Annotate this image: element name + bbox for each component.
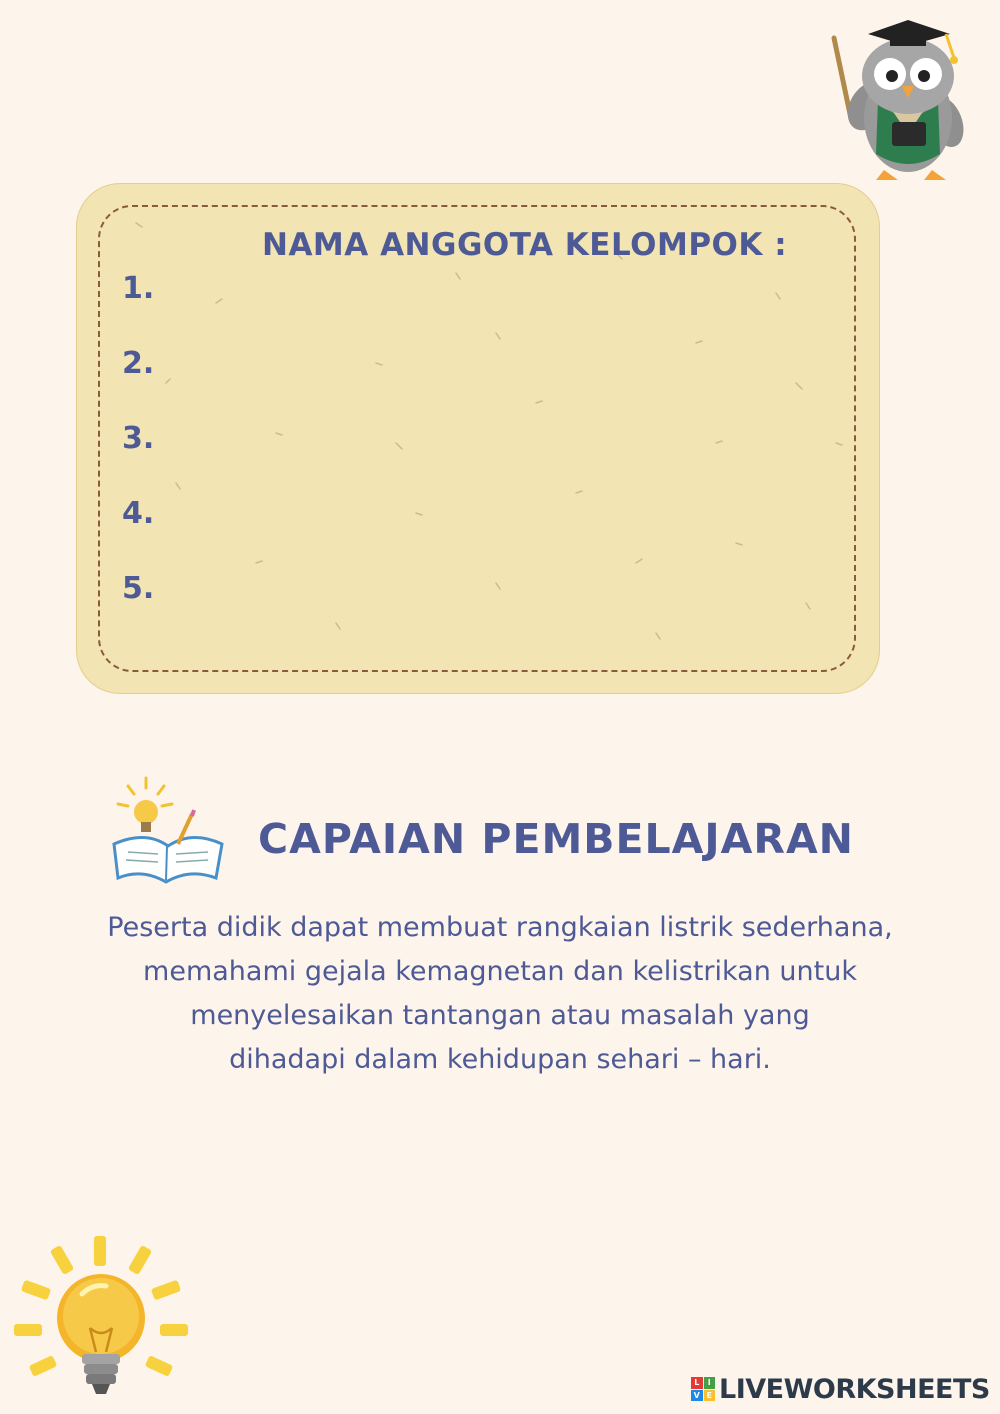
logo-letter: E — [704, 1390, 716, 1402]
card-title: NAMA ANGGOTA KELOMPOK : — [262, 227, 788, 263]
description-line: menyelesaikan tantangan atau masalah yang — [190, 1000, 810, 1031]
member-number: 3. — [122, 421, 155, 456]
member-list — [122, 271, 154, 646]
description-line: dihadapi dalam kehidupan sehari – hari. — [229, 1044, 771, 1075]
liveworksheets-brand — [691, 1372, 990, 1406]
member-number: 4. — [122, 496, 155, 531]
member-number: 2. — [122, 346, 155, 381]
member-number: 5. — [122, 571, 155, 606]
description-line: memahami gejala kemagnetan dan kelistrikan untuk — [143, 956, 857, 987]
logo-letter: V — [691, 1390, 703, 1402]
logo-letter: I — [704, 1377, 716, 1389]
logo-letter: L — [691, 1377, 703, 1389]
section-title: CAPAIAN PEMBELAJARAN — [258, 815, 854, 863]
member-number: 1. — [122, 271, 155, 306]
learning-outcome-text — [40, 906, 960, 1082]
book-lightbulb-icon — [106, 774, 226, 890]
liveworksheets-logo-icon — [691, 1377, 715, 1401]
group-members-card — [76, 183, 880, 694]
brand-name: LIVEWORKSHEETS — [719, 1373, 990, 1405]
dashed-stitch-border — [98, 205, 856, 672]
lightbulb-icon — [8, 1232, 194, 1402]
description-line: Peserta didik dapat membuat rangkaian listrik sederhana, — [107, 912, 893, 943]
owl-teacher-icon — [828, 14, 970, 184]
